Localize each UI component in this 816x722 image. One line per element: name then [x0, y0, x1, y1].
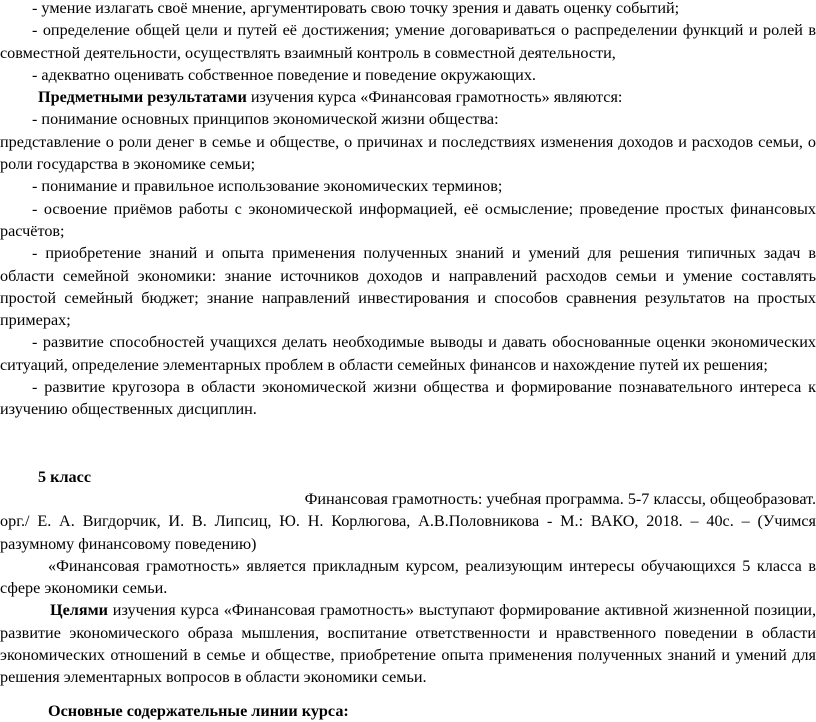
- goals-text: изучения курса «Финансовая грамотность» выступают формирование активной жизненной позиции, развитие экономического образа мышления, воспитание ответственности и нравственного поведении в области экономических отношений в семье и обществе, приобретение опыта применения полученных знаний и умений для решения элементарных вопросов в области экономики семьи.: [0, 601, 816, 687]
- subject-item-abilities: - развитие способностей учащихся делать необходимые выводы и давать обоснованные оценки экономических ситуаций, определение элементарных проблем в области семейных финансов и нахождение путей их решения;: [0, 333, 816, 374]
- subject-item-principles: - понимание основных принципов экономической жизни общества:: [32, 110, 499, 129]
- intro-item-common-goal: - определение общей цели и путей её достижения; умение договариваться о распределении функций и ролей в совместной деятельности, осуществлять взаимный контроль в совместной деятельности,: [0, 21, 816, 62]
- grade-heading: 5 класс: [38, 467, 92, 486]
- intro-item-self-assessment: - адекватно оценивать собственное поведение и поведение окружающих.: [32, 65, 536, 84]
- course-description: «Финансовая грамотность» является прикладным курсом, реализующим интересы обучающихся 5 класса в сфере экономики семьи.: [0, 556, 816, 598]
- subject-item-terms: - понимание и правильное использование экономических терминов;: [32, 177, 503, 196]
- heading-spacer: [0, 689, 816, 700]
- section-spacer: [0, 421, 816, 466]
- goals-label: Целями: [50, 601, 108, 620]
- goals-paragraph: [0, 599, 816, 688]
- subject-results-text: изучения курса «Финансовая грамотность» являются:: [246, 88, 623, 107]
- subject-results-paragraph: [0, 86, 816, 108]
- subject-item-horizon: - развитие кругозора в области экономической жизни общества и формирование познавательного интереса к изучению общественных дисциплин.: [0, 378, 816, 419]
- subject-item-principles-continuation: представление о роли денег в семье и обществе, о причинах и последствиях изменения доходов и расходов семьи, о роли государства в экономике семьи;: [0, 132, 816, 174]
- intro-item-opinion: - умение излагать своё мнение, аргументировать свою точку зрения и давать оценку событий;: [32, 0, 680, 17]
- subject-item-knowledge: - приобретение знаний и опыта применения полученных знаний и умений для решения типичных задач в области семейной экономики: знание источников доходов и направлений расходов семьи и умение составлять простой семейный бюджет; знание направлений инвестирования и способов сравнения результатов на простых примерах;: [0, 244, 816, 330]
- subject-item-information: - освоение приёмов работы с экономической информацией, её осмысление; проведение простых финансовых расчётов;: [0, 199, 816, 240]
- content-lines-heading: Основные содержательные линии курса:: [48, 701, 349, 720]
- reference-line-authors: орг./ Е. А. Вигдорчик, И. В. Липсиц, Ю. Н. Корлюгова, А.В.Половникова - М.: ВАКО, 2018. – 40с. – (Учимся разумному финансовому поведению): [0, 512, 816, 553]
- subject-results-label: Предметными результатами: [38, 88, 247, 107]
- reference-line-title: Финансовая грамотность: учебная программа. 5-7 классы, общеобразоват.: [304, 489, 816, 508]
